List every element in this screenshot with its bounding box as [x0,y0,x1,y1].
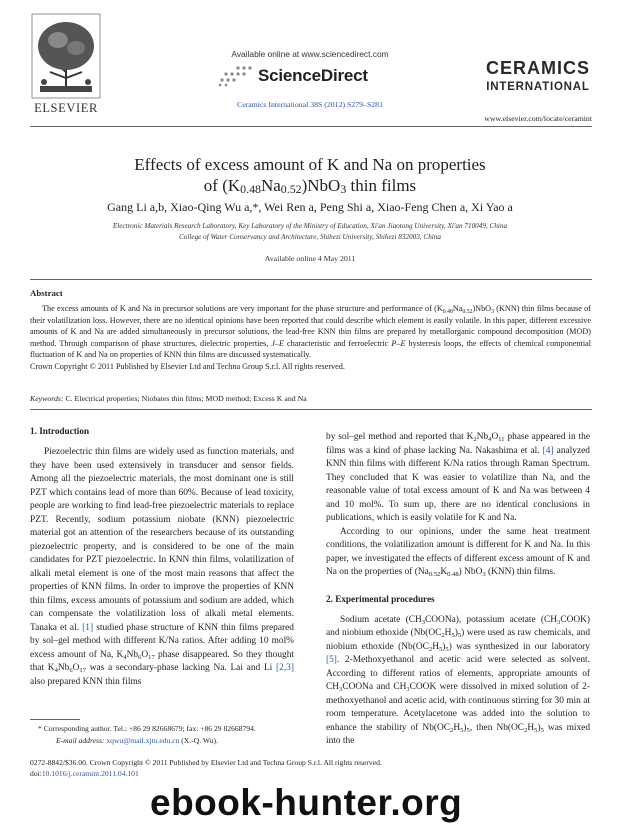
keywords-line [30,394,307,403]
journal-title-line2: INTERNATIONAL [486,81,590,93]
keywords-label: Keywords: [30,394,64,403]
journal-title-line1: CERAMICS [485,58,590,78]
email-label: E-mail address: [56,736,105,745]
journal-reference-link[interactable]: Ceramics International 38S (2012) S279–S281 [237,100,383,109]
sciencedirect-dots-icon [218,65,256,87]
citation-2-3-link[interactable]: [2,3] [276,663,294,673]
doi-label: doi: [30,769,42,778]
sciencedirect-wordmark: ScienceDirect [258,66,368,85]
email-line [56,736,218,745]
experimental-paragraph: Sodium acetate $(CH_3COONa)$, potassium acetate $(CH_3COOK)$ and niobium ethoxide $(Nb(OC_2H_5)_5)$ were used as raw chemicals, and niobium ethoxide $(Nb(OC_2H_5)_5)$ was synthesized in our laboratory [5]. 2-Methoxyethanol and acetic acid were selected as solvent. According to different ratios of elements, appropriate amounts of $CH_3COONa$ and $CH_3COOK$ were dissolved in mixed solution of 2-methoxyethanol and acetic acid, with continuous stirring for 30 min at room temperature. Acetylacetone was added into the solution to enhance the stability of $Nb(OC_2H_5)_5$, then $Nb(OC_2H_5)_5$ was mixed into the [326,614,591,746]
experimental-heading: 2. Experimental procedures [326,593,435,604]
watermark-text: ebook-hunter.org [150,782,463,823]
citation-1-link[interactable]: [1] [82,622,94,633]
keywords-text: C. Electrical properties; Niobates thin films; MOD method; Excess K and Na [65,394,307,403]
article-title [30,154,590,196]
affiliation-b: College of Water Conservancy and Architecture, Shihezi University, Shihezi 832003, China [179,233,441,241]
journal-url-link[interactable]: www.elsevier.com/locate/ceramint [484,114,592,123]
header-rule [30,126,592,127]
article-title-line2: of $(K_{0.48}Na_{0.52})NbO_3$ thin films [203,176,417,196]
footnote-rule [30,719,80,720]
citation-4-link[interactable]: [4] [542,445,554,456]
abstract-bottom-rule [30,409,592,410]
publisher-name: ELSEVIER [34,101,98,115]
available-online-notice: Available online at www.sciencedirect.com [231,49,389,59]
abstract-top-rule [30,279,592,280]
abstract-text: The excess amounts of K and Na in precursor solutions are very important for the phase structure and performance of $(K_{0.48}Na_{0.52})NbO_3$ (KNN) thin films because of their volatilization loss. However, there are no identical opinions have been reported that could describe which element is easily volatile. In this paper, different excessive amounts of K and Na are added simultaneously in precursor solutions, the lead-free KNN thin films are prepared by metallorganic compound decomposition (MOD) method. Through comparison of phase structures, dielectric properties, J–E characteristic and ferroelectric P–E hysteresis loops, the effects of chemical componential fluctuation of K and Na on properties of KNN thin films are discussed systematically. [30,304,591,359]
right-column [326,431,590,749]
article-title-line1: Effects of excess amount of K and Na on properties [134,155,486,174]
issn-line: 0272-8842/$36.00. Crown Copyright © 2011 Published by Elsevier Ltd and Techna Group S.r.l. All rights reserved. [30,758,382,767]
email-suffix: (X.-Q. Wu). [181,736,218,745]
sciencedirect-logo [218,63,418,91]
email-link[interactable]: xqwu@mail.xjtu.edu.cn [106,736,180,745]
intro-continued-paragraph: by sol–gel method and reported that $K_2Nb_4O_{11}$ phase appeared in the films was a kind of phase lacking Na. Nakashima et al. [4] analyzed KNN thin films with different K/Na ratios through Raman Spectrum. They concluded that K was easier to volatilize than Na, and the reasonable value of total excess amount of K and Na was between 4 and 10 mol%. To sum up, there are no identical conclusions in publications, which is easily volatile for K and Na. [326,432,590,523]
doi-link[interactable]: 10.1016/j.ceramint.2011.04.101 [41,769,139,778]
intro-heading: 1. Introduction [30,426,90,436]
elsevier-tree-logo [30,12,102,100]
corresponding-author-note: * Corresponding author. Tel.: +86 29 82668679; fax: +86 29 82668794. [38,724,256,733]
intro-opinion-paragraph: According to our opinions, under the same heat treatment conditions, the volatilization amount is different for K and Na. In this paper, we investigated the effects of different excess amount of K and Na on the properties of $(Na_{0.52}K_{0.48})$ NbO$_3$ (KNN) thin films. [326,526,590,578]
available-online-date: Available online 4 May 2011 [264,254,356,263]
citation-5-link[interactable]: [5] [326,655,337,665]
abstract-body [30,303,591,372]
abstract-heading: Abstract [30,288,63,298]
author-list: Gang Li a,b, Xiao-Qing Wu a,*, Wei Ren a, Peng Shi a, Xiao-Feng Chen a, Xi Yao a [107,200,513,214]
intro-paragraph: Piezoelectric thin films are widely used as function materials, and they have been used extensively in transducer and sensor fields. Among all the piezoelectric materials, the most dominant one is still PZT which contains lead of more than 60%. Because of lead toxicity, people are working to find lead-free piezoelectric materials to replace PZT. Recently, sodium potassium niobate (KNN) piezoelectric material got an attention of the researchers because of its outstanding piezoelectric property, and is considered to be one of the main candidates for PZT piezoelectric. In KNN thin films, volatilization of alkali metal element is one of the most main reasons that affect the properties of KNN films. In order to improve the properties of KNN thin films, excess amounts of potassium and sodium are added, which can compensate the volatilization loss of alkali metal elements. Tanaka et al. [1] studied phase structure of KNN thin films prepared by sol–gel method with different K/Na ratios. After adding 10 mol% excess amount of Na, $K_4Nb_6O_{17}$ phase disappeared. So they thought that $K_4Nb_6O_{17}$ was a secondary-phase lacking Na. Lai and Li [2,3] also prepared KNN thin films [30,447,294,687]
abstract-copyright: Crown Copyright © 2011 Published by Elsevier Ltd and Techna Group S.r.l. All rights reserved. [30,361,345,371]
left-column [30,420,294,689]
doi-line [30,769,139,778]
affiliation-a: Electronic Materials Research Laboratory, Key Laboratory of the Ministry of Education, Xi'an Jiaotong University, Xi'an 710049, China [112,222,508,230]
